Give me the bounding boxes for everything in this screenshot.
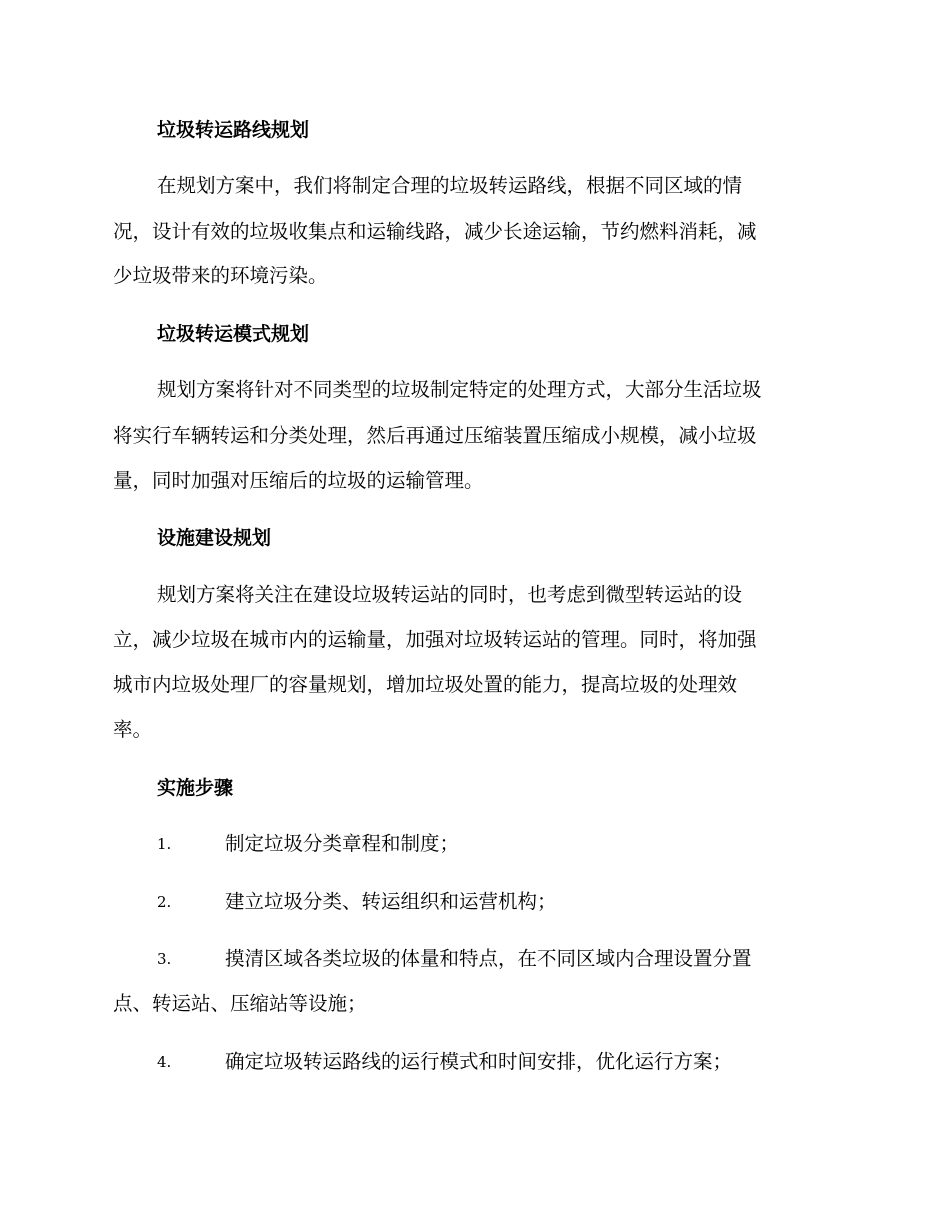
paragraph-line: 规划方案将关注在建设垃圾转运站的同时，也考虑到微型转运站的设 <box>157 583 743 606</box>
step-number: 1. <box>157 835 172 853</box>
paragraph-line: 量，同时加强对压缩后的垃圾的运输管理。 <box>113 469 484 492</box>
section-heading-facility-planning: 设施建设规划 <box>157 527 272 549</box>
paragraph-line: 在规划方案中，我们将制定合理的垃圾转运路线，根据不同区域的情 <box>157 174 743 197</box>
paragraph-line: 立，减少垃圾在城市内的运输量，加强对垃圾转运站的管理。同时，将加强 <box>113 628 757 651</box>
step-text: 摸清区域各类垃圾的体量和特点，在不同区域内合理设置分置 <box>225 947 752 970</box>
paragraph-line: 城市内垃圾处理厂的容量规划，增加垃圾处置的能力，提高垃圾的处理效 <box>113 673 738 696</box>
paragraph-line: 况，设计有效的垃圾收集点和运输线路，减少长途运输，节约燃料消耗，减 <box>113 220 757 243</box>
section-heading-implementation-steps: 实施步骤 <box>157 777 234 799</box>
step-text-continuation: 点、转运站、压缩站等设施； <box>113 992 367 1015</box>
step-number: 3. <box>157 950 172 968</box>
step-text: 制定垃圾分类章程和制度； <box>225 832 460 855</box>
paragraph-line: 少垃圾带来的环境污染。 <box>113 264 328 287</box>
step-number: 4. <box>157 1053 172 1071</box>
step-text: 建立垃圾分类、转运组织和运营机构； <box>225 890 557 913</box>
paragraph-line: 规划方案将针对不同类型的垃圾制定特定的处理方式，大部分生活垃圾 <box>157 378 762 401</box>
paragraph-line: 率。 <box>113 718 153 741</box>
section-heading-mode-planning: 垃圾转运模式规划 <box>157 323 310 345</box>
step-text: 确定垃圾转运路线的运行模式和时间安排，优化运行方案； <box>225 1050 733 1073</box>
step-number: 2. <box>157 893 172 911</box>
section-heading-route-planning: 垃圾转运路线规划 <box>157 119 310 141</box>
paragraph-line: 将实行车辆转运和分类处理，然后再通过压缩装置压缩成小规模，减小垃圾 <box>113 424 757 447</box>
